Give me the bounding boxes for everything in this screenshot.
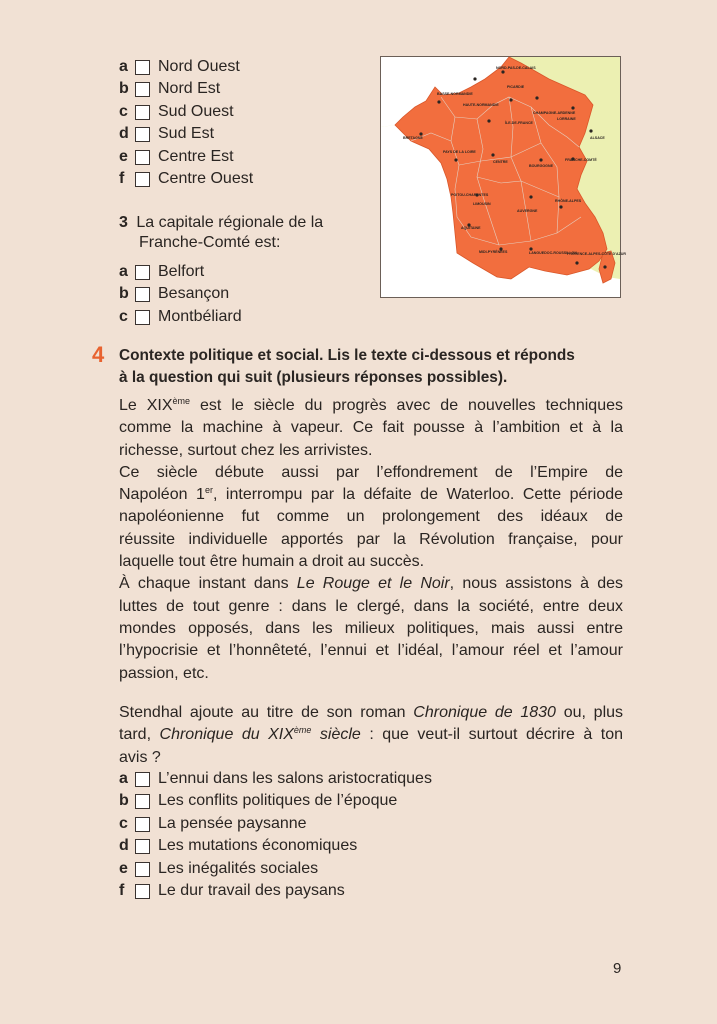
option-text: Sud Est <box>158 125 215 142</box>
option-text: Belfort <box>158 263 205 280</box>
option-text: Les conflits politiques de l’époque <box>158 792 398 809</box>
option-letter: b <box>119 792 129 809</box>
option-letter: c <box>119 103 128 120</box>
france-regions-map <box>380 56 626 298</box>
checkbox[interactable] <box>135 862 150 877</box>
text-line: Napoléon 1er, interrompu par la défaite de Waterloo. Cette période <box>119 485 624 504</box>
q3-text-line1: La capitale régionale de la <box>136 214 324 231</box>
option-letter: f <box>119 170 125 187</box>
q3-number: 3 <box>119 214 128 231</box>
q4-option-d[interactable] <box>119 835 357 857</box>
q2-option-c[interactable] <box>119 101 234 123</box>
section-4-number: 4 <box>92 342 105 367</box>
option-letter: c <box>119 308 128 325</box>
map-label: PROVENCE-ALPES-CÔTE D'AZUR <box>567 252 626 256</box>
option-text: Les mutations économiques <box>158 837 358 854</box>
option-text: Centre Est <box>158 148 234 165</box>
map-label: LIMOUSIN <box>473 202 491 206</box>
q4-option-f[interactable] <box>119 880 345 902</box>
option-letter: b <box>119 80 129 97</box>
map-label: POITOU-CHARENTES <box>451 193 489 197</box>
option-text: La pensée paysanne <box>158 815 307 832</box>
checkbox[interactable] <box>135 884 150 899</box>
q4-option-a[interactable] <box>119 768 432 790</box>
q2-option-f[interactable] <box>119 168 253 190</box>
map-label: LORRAINE <box>557 117 576 121</box>
option-text: L’ennui dans les salons aristocratiques <box>158 770 432 787</box>
q3-text-line2: Franche-Comté est: <box>139 234 281 251</box>
map-label: LANGUEDOC-ROUSSILLON <box>529 251 577 255</box>
option-letter: c <box>119 815 128 832</box>
map-label: ÎLE-DE-FRANCE <box>505 121 533 125</box>
checkbox[interactable] <box>135 772 150 787</box>
checkbox[interactable] <box>135 265 150 280</box>
heading-line: Contexte politique et social. Lis le texte ci-dessous et réponds <box>119 347 575 364</box>
map-label: MIDI-PYRÉNÉES <box>479 250 508 254</box>
text-line: l’hypocrisie et l’honnêteté, l’ennui et l’idéal, l’amour réel et l’amour <box>119 642 623 660</box>
option-text: Montbéliard <box>158 308 242 325</box>
text-line: Le XIXème est le siècle du progrès avec de nouvelles techniques <box>119 396 624 414</box>
checkbox[interactable] <box>135 839 150 854</box>
q3-option-b[interactable] <box>119 283 229 305</box>
q3-option-a[interactable] <box>119 261 204 283</box>
option-letter: e <box>119 148 128 165</box>
map-label: FRANCHE-COMTÉ <box>565 158 597 162</box>
option-letter: a <box>119 263 128 280</box>
option-text: Centre Ouest <box>158 170 254 187</box>
map-label: BASSE-NORMANDIE <box>437 92 473 96</box>
checkbox[interactable] <box>135 60 150 75</box>
text-line: richesse, surtout chez les arrivistes. <box>119 441 373 459</box>
checkbox[interactable] <box>135 150 150 165</box>
checkbox[interactable] <box>135 817 150 832</box>
question-text <box>119 702 623 769</box>
option-letter: b <box>119 285 129 302</box>
q2-option-d[interactable] <box>119 123 214 145</box>
page-number: 9 <box>613 960 622 977</box>
checkbox[interactable] <box>135 105 150 120</box>
map-label: AQUITAINE <box>461 226 481 230</box>
map-label: BOURGOGNE <box>529 164 553 168</box>
map-label: CENTRE <box>493 160 508 164</box>
map-label: AUVERGNE <box>517 209 538 213</box>
checkbox[interactable] <box>135 794 150 809</box>
option-letter: f <box>119 882 125 899</box>
q4-option-b[interactable] <box>119 790 397 812</box>
option-text: Nord Ouest <box>158 58 240 75</box>
body-text <box>119 395 623 685</box>
option-text: Les inégalités sociales <box>158 860 319 877</box>
text-line: À chaque instant dans Le Rouge et le Noir, nous assistons à des <box>119 575 623 593</box>
text-line: avis ? <box>119 748 161 766</box>
q2-option-b[interactable] <box>119 78 220 100</box>
option-letter: a <box>119 58 128 75</box>
map-label: ALSACE <box>590 136 605 140</box>
map-label: PAYS DE LA LOIRE <box>443 150 476 154</box>
map-label: HAUTE-NORMANDIE <box>463 103 499 107</box>
map-label: BRETAGNE <box>403 136 423 140</box>
map-label: PICARDIE <box>507 85 525 89</box>
text-line: tard, Chronique du XIXème siècle : que veut-il surtout décrire à ton <box>119 725 624 744</box>
option-text: Besançon <box>158 285 230 302</box>
text-line: luttes de tout genre : dans le clergé, dans la société, entre deux <box>119 597 623 615</box>
option-letter: a <box>119 770 128 787</box>
text-line: Ce siècle débute aussi par l’effondrement de l’Empire de <box>119 463 623 481</box>
option-letter: d <box>119 125 129 142</box>
q3-option-c[interactable] <box>119 306 242 328</box>
q2-option-a[interactable] <box>119 56 240 78</box>
option-text: Sud Ouest <box>158 103 234 120</box>
text-line: laquelle tout être humain a droit au succès. <box>119 553 425 571</box>
checkbox[interactable] <box>135 82 150 97</box>
option-letter: d <box>119 837 129 854</box>
option-text: Nord Est <box>158 80 221 97</box>
text-line: comme la machine à vapeur. Ce fait pousse à l’ambition et à la <box>119 419 623 437</box>
checkbox[interactable] <box>135 310 150 325</box>
text-line: mondes opposés, dans les milieux politiques, mais aussi entre <box>119 619 623 637</box>
text-line: réussite individuelle apportés par la Révolution française, pour <box>119 530 623 548</box>
text-line: napoléonienne fut comme un prolongement des idéaux de <box>119 508 623 526</box>
map-svg <box>381 57 626 297</box>
option-text: Le dur travail des paysans <box>158 882 345 899</box>
text-line: passion, etc. <box>119 664 209 682</box>
map-label: NORD-PAS-DE-CALAIS <box>496 66 536 70</box>
text-line: Stendhal ajoute au titre de son roman Chronique de 1830 ou, plus <box>119 704 624 721</box>
checkbox[interactable] <box>135 172 150 187</box>
q4-option-c[interactable] <box>119 813 307 835</box>
heading-line: à la question qui suit (plusieurs réponses possibles). <box>119 369 508 387</box>
section-4-heading <box>119 345 575 390</box>
option-letter: e <box>119 860 128 877</box>
q2-option-e[interactable] <box>119 146 234 168</box>
map-label: CHAMPAGNE-ARDENNE <box>533 111 576 115</box>
q4-option-e[interactable] <box>119 858 318 880</box>
checkbox[interactable] <box>135 287 150 302</box>
map-label: RHÔNE-ALPES <box>555 199 582 203</box>
checkbox[interactable] <box>135 127 150 142</box>
